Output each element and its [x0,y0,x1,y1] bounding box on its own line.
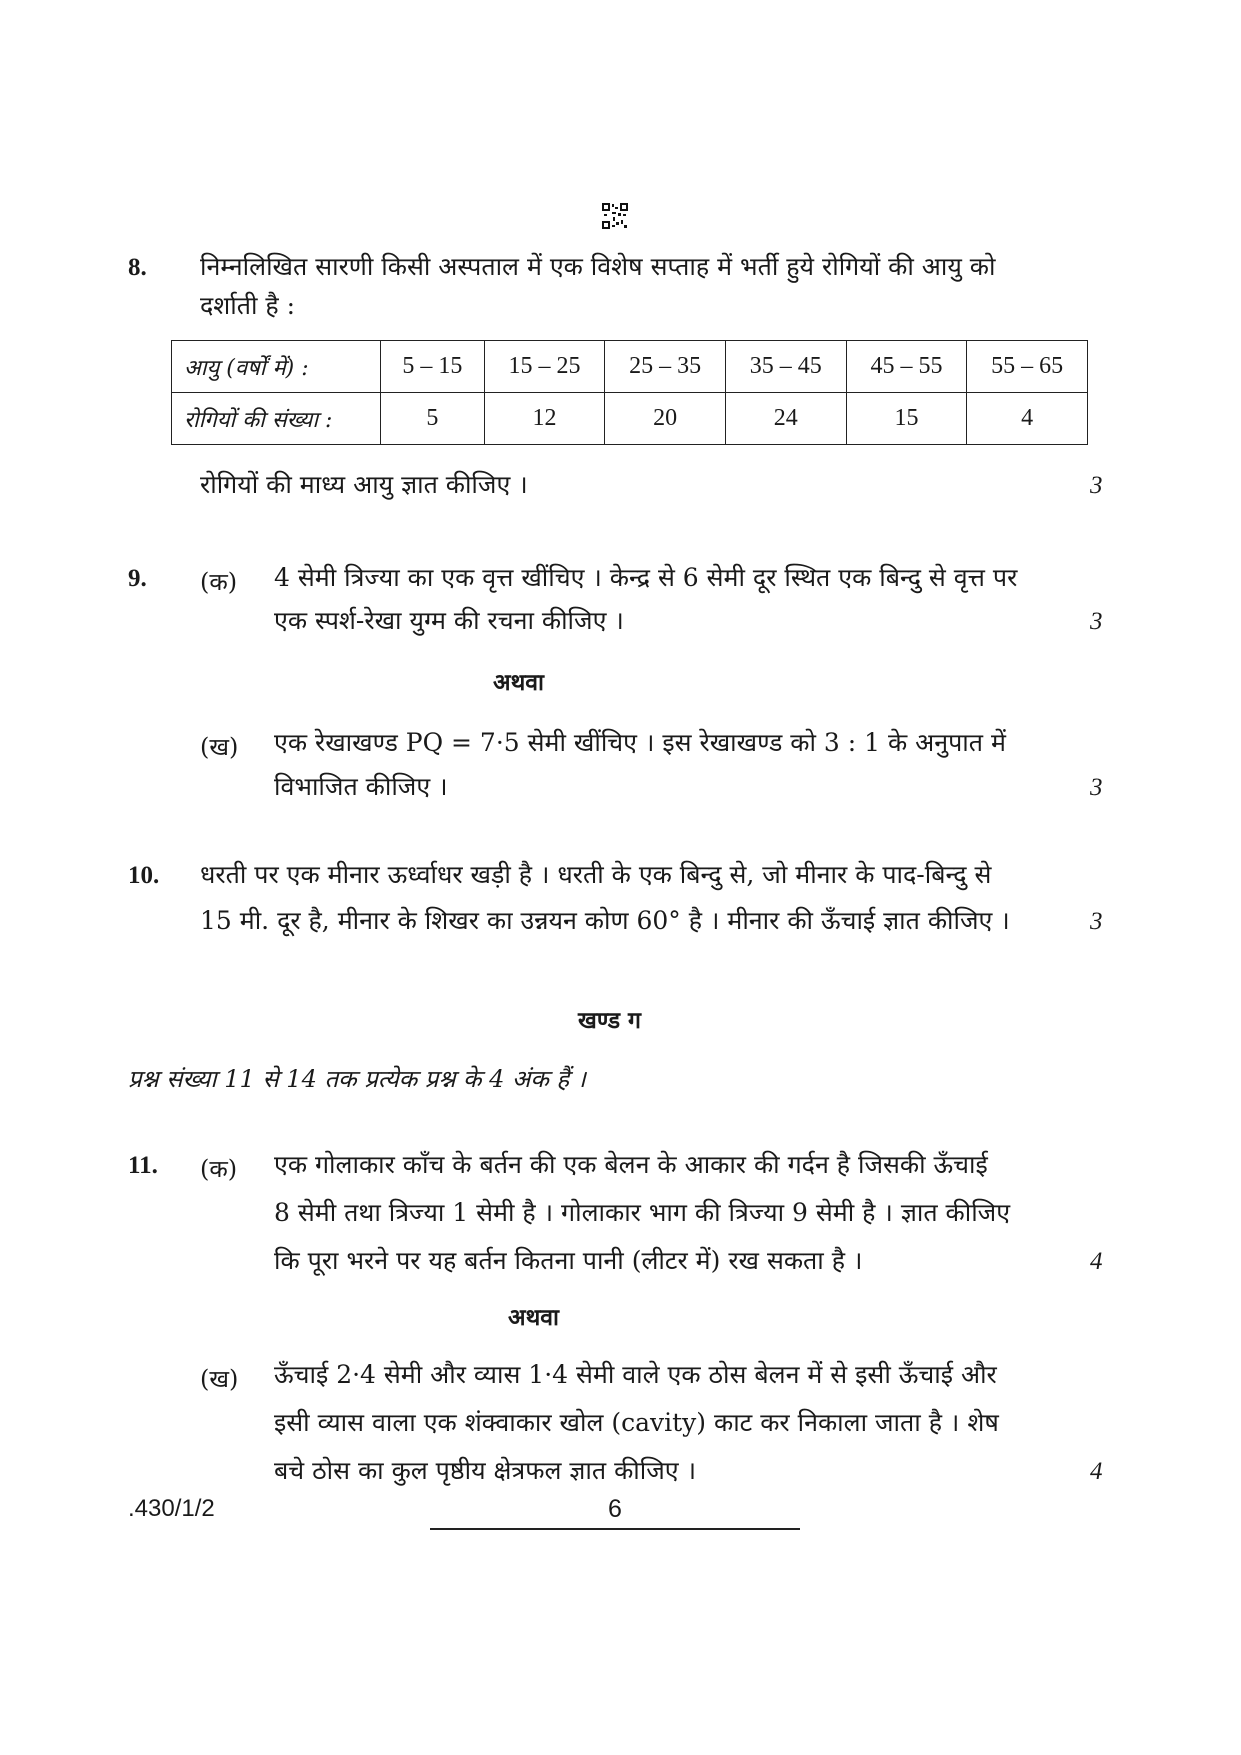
marks-label: 3 [1090,608,1103,635]
table-cell: 12 [484,393,605,445]
question-number: 8. [128,254,147,281]
table-cell: 5 – 15 [381,341,485,393]
question-number: 9. [128,565,147,592]
question-text: एक गोलाकार काँच के बर्तन की एक बेलन के आकार की गर्दन है जिसकी ऊँचाई [274,1150,988,1179]
table-cell: 25 – 35 [605,341,726,393]
table-cell: 24 [725,393,846,445]
age-frequency-table [171,340,1088,445]
table-cell: 4 [967,393,1088,445]
sub-part-label: (ख) [200,1365,239,1393]
question-text: 15 मी. दूर है, मीनार के शिखर का उन्नयन कोण 60° है । मीनार की ऊँचाई ज्ञात कीजिए । [200,906,1010,935]
question-text: बचे ठोस का कुल पृष्ठीय क्षेत्रफल ज्ञात कीजिए । [274,1456,697,1485]
table-cell: 5 [381,393,485,445]
footer-rule [430,1528,800,1530]
section-instruction: प्रश्न संख्या 11 से 14 तक प्रत्येक प्रश्न के 4 अंक हैं । [128,1065,586,1093]
question-text: रोगियों की माध्य आयु ज्ञात कीजिए । [200,470,528,499]
question-number: 11. [128,1152,158,1179]
question-text: निम्नलिखित सारणी किसी अस्पताल में एक विशेष सप्ताह में भर्ती हुये रोगियों की आयु को [200,252,996,281]
qr-code-icon [602,203,628,229]
table-cell: 20 [605,393,726,445]
table-row [172,341,1088,393]
table-row-label: रोगियों की संख्या : [172,393,381,445]
table-cell: 15 – 25 [484,341,605,393]
question-text: दर्शाती है : [200,291,296,320]
question-text: इसी व्यास वाला एक शंक्वाकार खोल (cavity) काट कर निकाला जाता है । शेष [274,1408,999,1437]
table-cell: 35 – 45 [725,341,846,393]
sub-part-label: (क) [200,1155,238,1183]
marks-label: 3 [1090,472,1103,499]
table-cell: 15 [846,393,967,445]
table-cell: 45 – 55 [846,341,967,393]
or-separator: अथवा [508,1304,560,1331]
marks-label: 4 [1090,1248,1103,1275]
or-separator: अथवा [493,669,545,696]
question-number: 10. [128,862,160,889]
marks-label: 4 [1090,1458,1103,1485]
marks-label: 3 [1090,908,1103,935]
table-cell: 55 – 65 [967,341,1088,393]
question-text: धरती पर एक मीनार ऊर्ध्वाधर खड़ी है । धरती के एक बिन्दु से, जो मीनार के पाद-बिन्दु से [200,860,992,889]
marks-label: 3 [1090,774,1103,801]
question-text: एक स्पर्श-रेखा युग्म की रचना कीजिए । [274,606,624,635]
page-number: 6 [608,1495,622,1523]
question-text: एक रेखाखण्ड PQ = 7·5 सेमी खींचिए । इस रेखाखण्ड को 3 : 1 के अनुपात में [274,728,1006,757]
question-text: 8 सेमी तथा त्रिज्या 1 सेमी है । गोलाकार भाग की त्रिज्या 9 सेमी है । ज्ञात कीजिए [274,1198,1011,1227]
table-row-label: आयु (वर्षों में) : [172,341,381,393]
question-text: कि पूरा भरने पर यह बर्तन कितना पानी (लीटर में) रख सकता है । [274,1246,863,1275]
question-text: विभाजित कीजिए । [274,772,448,801]
sub-part-label: (ख) [200,733,239,761]
paper-code: .430/1/2 [128,1495,215,1522]
table-row [172,393,1088,445]
sub-part-label: (क) [200,568,238,596]
question-text: ऊँचाई 2·4 सेमी और व्यास 1·4 सेमी वाले एक ठोस बेलन में से इसी ऊँचाई और [274,1360,997,1389]
section-title: खण्ड ग [578,1007,642,1034]
question-text: 4 सेमी त्रिज्या का एक वृत्त खींचिए । केन्द्र से 6 सेमी दूर स्थित एक बिन्दु से वृत्त पर [274,563,1018,592]
